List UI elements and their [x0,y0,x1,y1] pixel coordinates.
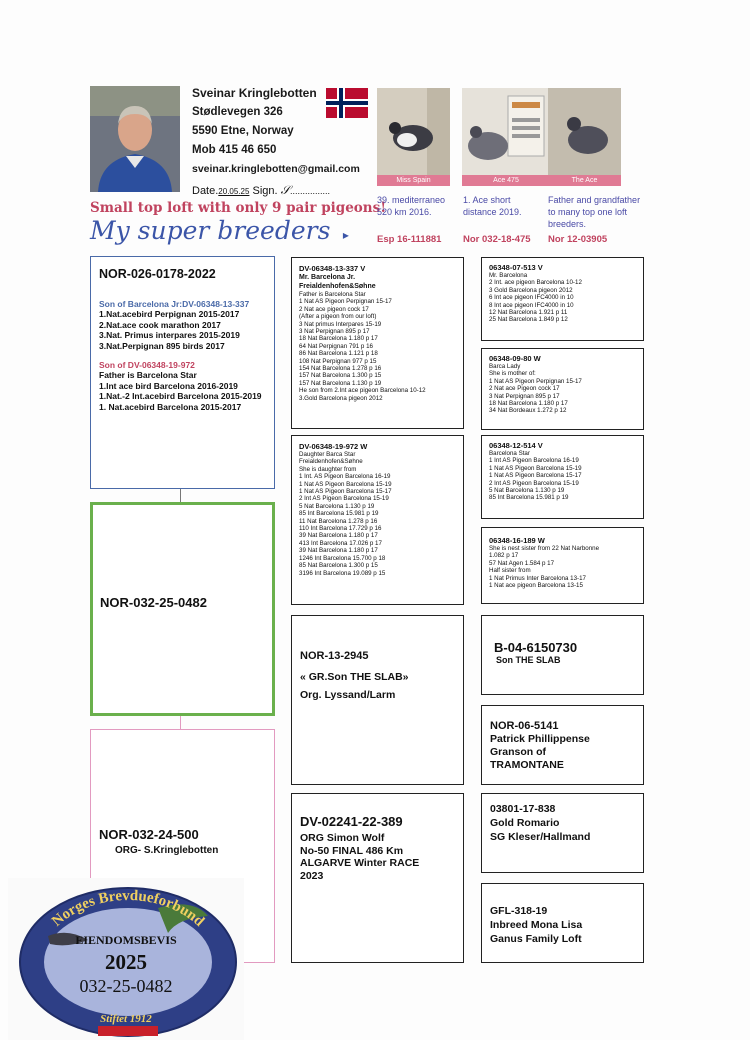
ss-line: 3.Gold Barcelona pigeon 2012 [299,394,383,402]
sds-line: 1 Nat AS Pigeon Barcelona 15-17 [489,472,582,480]
ds-name: « GR.Son THE SLAB» [300,671,409,683]
breeder-photo-label: Ace 475 [462,175,550,186]
connector-line [180,716,181,729]
sd-line: 85 Nat Barcelona 1.300 p 15 [299,562,378,570]
ddd-line: Inbreed Mona Lisa [490,919,583,931]
ssd-line: 2 Nat ace Pigeon cock 17 [489,385,560,393]
sd-line: 1 Int. AS Pigeon Barcelona 16-19 [299,473,391,481]
stamp-label: EIENDOMSBEVIS [75,933,177,947]
sire-result: 3.Nat.Perpignan 895 birds 2017 [99,340,225,351]
sds-line: 85 Int Barcelona 15.981 p 19 [489,494,569,502]
ss-line: Father is Barcelona Star [299,291,366,298]
sire-result: Father is Barcelona Star [99,370,197,380]
breeder-ring-1: Esp 16-111881 [377,234,442,245]
sd-line: 3196 Int Barcelona 19.089 p 15 [299,569,386,577]
breeder-ring-3: Nor 12-03905 [548,234,608,245]
caption-line: to many top one loft [548,207,628,217]
breeder-caption-2 [463,194,543,218]
sss-line: Mr. Barcelona [489,272,528,279]
breeders-title-row [90,216,349,245]
stamp-ring: 032-25-0482 [79,976,173,996]
ds-org: Org. Lyssand/Larm [300,689,396,701]
sdd-line: 1 Nat Primus Inter Barcelona 13-17 [489,574,586,582]
breeder-photo-label: Miss Spain [377,175,450,186]
dd-line: 2023 [300,869,324,882]
owner-city: 5590 Etne, Norway [192,125,294,137]
ss-name: Mr. Barcelona Jr. [299,274,356,281]
sss-ring: 06348-07-513 V [489,263,543,272]
sire-result: 1.Nat.acebird Perpignan 2015-2017 [99,309,240,319]
dd-box [291,793,464,963]
ssd-line: Barca Lady [489,363,521,370]
sds-line: Barcelona Star [489,450,530,457]
dam-ring: NOR-032-24-500 [99,827,199,842]
breeder-photo-miss-spain [377,88,450,186]
stamp-year: 2025 [105,950,147,974]
owner-mobile: Mob 415 46 650 [192,144,277,156]
sss-line: 25 Nat Barcelona 1.849 p 12 [489,316,568,324]
subject-box [90,502,275,716]
sds-line: 5 Nat Barcelona 1.130 p 19 [489,487,565,495]
ssd-line: She is mother of: [489,370,536,378]
sire-result: 3.Nat. Primus interpares 2015-2019 [99,330,240,340]
ss-line: He son from 2.Int ace pigeon Barcelona 10-12 [299,387,426,395]
ss-line: 157 Nat Barcelona 1.300 p 15 [299,372,382,380]
ss-line: 3 Nat primus Interpares 15-19 [299,320,382,328]
sds-ring: 06348-12-514 V [489,441,543,450]
sire-result: 2.Nat.ace cook marathon 2017 [99,319,221,330]
ddd-box [481,883,644,963]
owner-photo [90,86,180,192]
stamp-founded: Stiftet 1912 [100,1013,152,1025]
sire-result: 1. Nat.acebird Barcelona 2015-2017 [99,401,242,412]
ds-box [291,615,464,785]
ds-ring: NOR-13-2945 [300,650,369,662]
sd-line: 11 Nat Barcelona 1.278 p 16 [299,517,378,525]
ss-line: 108 Nat Perpignan 977 p 15 [299,357,377,365]
sdd-line: She is nest sister from 22 Nat Narbonne [489,545,600,552]
subject-ring: NOR-032-25-0482 [100,595,207,610]
ssd-line: 1 Nat AS Pigeon Perpignan 15-17 [489,377,582,385]
dds-ring: 03801-17-838 [490,803,556,815]
sd-ring: DV-06348-19-972 W [299,442,368,451]
sds-box [481,435,644,519]
ss-line: 18 Nat Barcelona 1.180 p 17 [299,335,378,343]
sdd-line: 1 Nat ace pigeon Barcelona 13-15 [489,582,583,590]
ss-box [291,257,464,429]
owner-name: Sveinar Kringlebotten [192,86,317,100]
sd-line: Daughter Barca Star [299,451,356,458]
ss-ring: DV-06348-13-337 V [299,264,366,273]
sss-line: 3 Gold Barcelona pigeon 2012 [489,286,573,294]
sire-result: 1.Nat.-2 Int.acebird Barcelona 2015-2019 [99,391,262,401]
ssd-ring: 06348-09-80 W [489,354,541,363]
ss-line: 2 Nat ace pigeon cock 17 [299,305,369,313]
sd-line: She is daughter from [299,465,357,473]
owner-street: Stødlevegen 326 [192,106,283,118]
sdd-line: 57 Nat Agen 1.584 p 17 [489,559,555,567]
sds-line: 1 Int AS Pigeon Barcelona 16-19 [489,457,579,465]
dd-line: ALGARVE Winter RACE [300,857,420,869]
sd-line: 1246 Int Barcelona 15.700 p 18 [299,554,386,562]
sire-son-of-1: Son of Barcelona Jr:DV-06348-13-337 [99,299,250,309]
breeders-title: My super breeders [90,216,331,245]
dsd-box [481,705,644,785]
caption-line: 1. Ace short [463,195,511,205]
norway-flag [326,88,368,118]
dam-org: ORG- S.Kringlebotten [115,845,219,856]
sd-line: 5 Nat Barcelona 1.130 p 19 [299,502,375,510]
sss-line: 2 Int. ace pigeon Barcelona 10-12 [489,279,582,287]
sss-line: 8 Int ace pigeon IFC4000 in 10 [489,301,574,309]
dsd-line: Granson of [490,746,547,758]
sire-ring: NOR-026-0178-2022 [99,267,216,281]
sd-line: 413 Int Barcelona 17.026 p 17 [299,539,382,547]
dss-ring: B-04-6150730 [494,640,578,655]
sd-line: 110 Int Barcelona 17.729 p 16 [299,525,382,533]
owner-email: sveinar.kringlebotten@gmail.com [192,163,360,175]
sds-line: 2 Int AS Pigeon Barcelona 15-19 [489,479,579,487]
sd-line: 39 Nat Barcelona 1.180 p 17 [299,547,378,555]
sd-line: 1 Nat AS Pigeon Barcelona 15-17 [299,488,392,496]
sign-dots: ................ [289,186,330,196]
ss-line: 154 Nat Barcelona 1.278 p 16 [299,365,382,373]
caption-line: Father and grandfather [548,195,641,205]
breeder-caption-3 [548,194,658,230]
ss-line: 3 Nat Perpignan 895 p 17 [299,328,370,336]
dds-line: Gold Romario [490,817,560,829]
sss-line: 6 Int ace pigeon IFC4000 in 10 [489,294,574,302]
date-label: Date. [192,185,219,197]
sd-line: 1 Nat AS Pigeon Barcelona 15-19 [299,480,392,488]
sdd-box [481,527,644,604]
ss-line: (After a pigeon from our loft) [299,313,377,321]
breeder-photo-the-ace [548,88,621,186]
caption-line: breeders. [548,219,587,229]
sd-box [291,435,464,605]
dsd-ring: NOR-06-5141 [490,720,559,732]
sdd-line: Half sister from [489,567,531,575]
connector-line [180,489,181,502]
signature: 𝒮 [280,183,290,197]
dsd-line: TRAMONTANE [490,759,564,771]
dsd-line: Patrick Phillippense [490,733,590,745]
caption-line: distance 2019. [463,207,522,217]
sdd-ring: 06348-16-189 W [489,536,545,545]
breeder-caption-1 [377,194,457,218]
sss-line: 12 Nat Barcelona 1.921 p 11 [489,309,568,317]
ss-line: 86 Nat Barcelona 1.121 p 18 [299,350,378,358]
dds-box [481,793,644,873]
caption-line: 39. mediterraneo [377,195,446,205]
ssd-line: 34 Nat Bordeaux 1.272 p 12 [489,407,567,415]
sd-line: 2 Int AS Pigeon Barcelona 15-19 [299,495,389,503]
sd-line: 85 Int Barcelona 15.981 p 19 [299,510,379,518]
ddd-line: Ganus Family Loft [490,933,582,945]
ddd-ring: GFL-318-19 [490,905,548,917]
arrow-icon: ▸ [342,228,349,242]
dss-box [481,615,644,695]
dss-name: Son THE SLAB [496,655,561,665]
ss-breeder: Freialdenhofen&Søhne [299,283,376,290]
sire-box [90,256,275,489]
ssd-line: 18 Nat Barcelona 1.180 p 17 [489,400,568,408]
ownership-stamp [8,878,244,1040]
sd-line: Freialdenhofen&Søhne [299,458,363,466]
sire-son-of-2: Son of DV-06348-19-972 [99,360,195,370]
stamp-arc-text: Norges Brevdueforbund [49,887,208,930]
sdd-line: 1.082 p 17 [489,552,519,560]
dd-line: No-50 FINAL 486 Km [300,844,404,857]
ss-line: 64 Nat Perpignan 791 p 16 [299,342,373,350]
breeder-photo-ace-475 [462,88,550,186]
ss-line: 157 Nat Barcelona 1.130 p 19 [299,379,382,387]
sire-result: 1.Int ace bird Barcelona 2016-2019 [99,380,238,391]
dd-line: ORG Simon Wolf [300,832,385,844]
date-value: 20.05.25 [218,187,250,196]
breeder-photo-label: The Ace [548,175,621,186]
ssd-line: 3 Nat Perpignan 895 p 17 [489,392,560,400]
dd-ring: DV-02241-22-389 [300,814,403,829]
breeder-ring-2: Nor 032-18-475 [463,234,531,245]
ss-line: 1 Nat AS Pigeon Perpignan 15-17 [299,298,392,306]
caption-line: 520 km 2016. [377,207,432,217]
sds-line: 1 Nat AS Pigeon Barcelona 15-19 [489,464,582,472]
tagline: Small top loft with only 9 pair pigeons! [90,200,387,216]
date-sign-line [192,183,392,198]
sd-line: 39 Nat Barcelona 1.180 p 17 [299,532,378,540]
sss-box [481,257,644,341]
dds-line: SG Kleser/Hallmand [490,831,591,843]
sign-label: Sign. [252,185,278,197]
ssd-box [481,348,644,430]
